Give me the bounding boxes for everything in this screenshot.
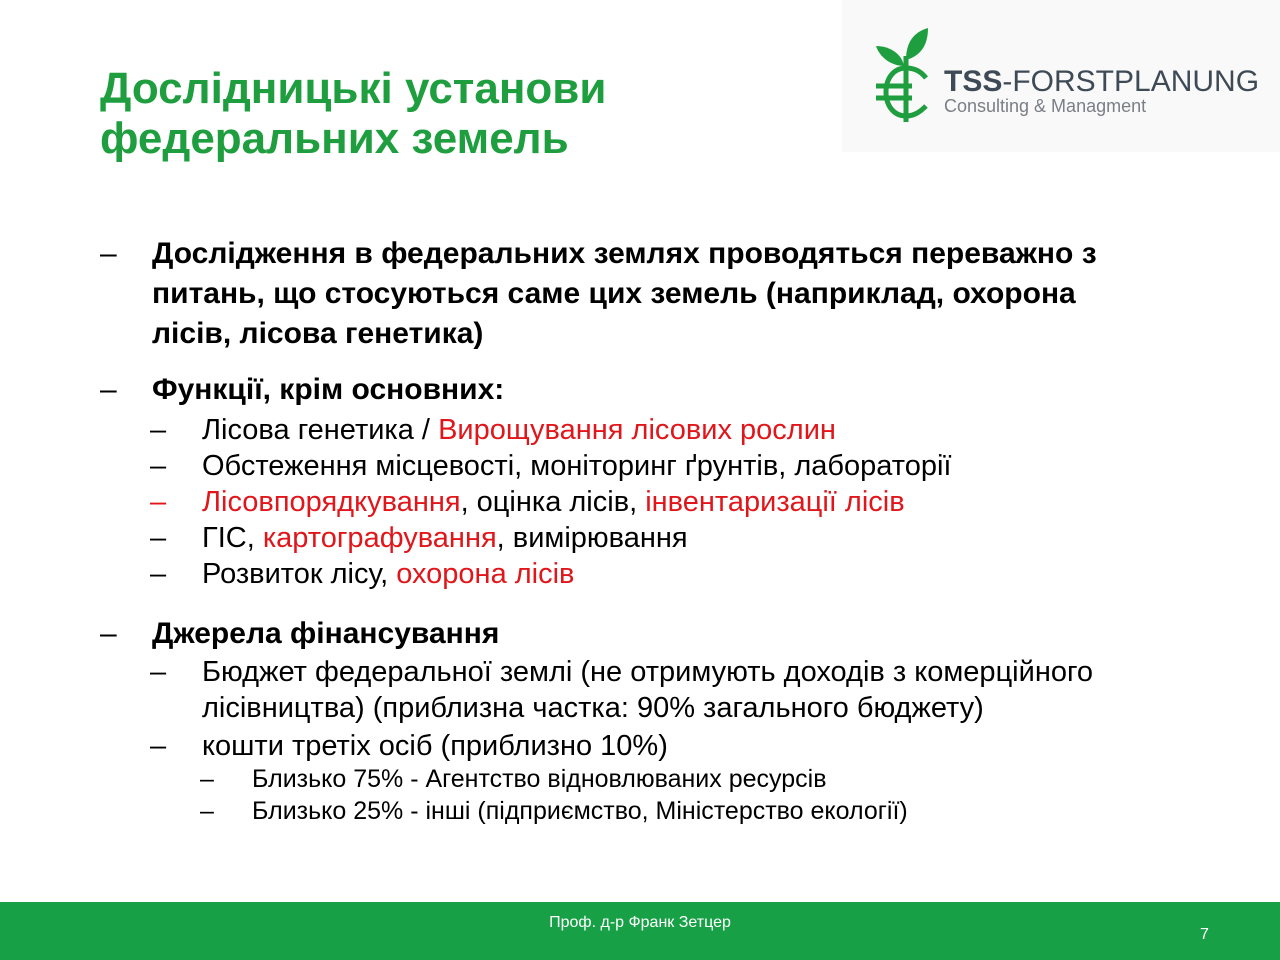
funding-sub-text: Близько 25% - інші (підприємство, Міністерство екології)	[252, 797, 908, 825]
function-item	[150, 412, 836, 448]
bullet-research-line-3: лісів, лісова генетика)	[152, 317, 484, 350]
function-text: ГІС,	[202, 522, 263, 554]
function-highlight: Лісовпорядкування	[202, 486, 461, 518]
slide-title-line-2: федеральних земель	[100, 114, 569, 163]
function-text: Лісова генетика /	[202, 414, 439, 446]
logo-brand-bold: TSS	[944, 65, 1003, 98]
funding-sub-item	[200, 764, 827, 794]
bullet-text: Дослідження в федеральних землях проводяться переважно з	[152, 237, 1097, 270]
dash-marker: –	[150, 730, 167, 762]
dash-marker: –	[150, 558, 167, 590]
function-item	[150, 520, 688, 556]
bullet-funding-heading	[100, 616, 500, 652]
logo-brand-rest: -FORSTPLANUNG	[1002, 65, 1260, 98]
function-item	[150, 484, 905, 520]
function-item	[150, 556, 575, 592]
dash-marker: –	[150, 656, 167, 688]
funding-text: кошти третіх осіб (приблизно 10%)	[202, 730, 668, 762]
funding-budget-line-1	[150, 654, 1094, 690]
function-highlight: інвентаризації лісів	[645, 486, 905, 518]
slide-title-line-1: Дослідницькі установи	[100, 64, 607, 113]
dash-marker: –	[150, 486, 167, 518]
slide-title	[100, 64, 606, 164]
company-logo	[842, 0, 1280, 152]
bullet-research-line-2: питань, що стосуються саме цих земель (наприклад, охорона	[152, 277, 1076, 310]
dash-marker: –	[200, 797, 214, 825]
dash-marker: –	[100, 237, 117, 270]
function-text: , вимірювання	[496, 522, 688, 554]
funding-sub-item	[200, 796, 908, 826]
dash-marker: –	[150, 414, 167, 446]
dash-marker: –	[100, 373, 117, 406]
logo-brand	[944, 66, 1259, 98]
function-text: , оцінка лісів,	[460, 486, 646, 518]
function-highlight: охорона лісів	[396, 558, 575, 590]
dash-marker: –	[100, 617, 117, 650]
function-highlight: Вирощування лісових рослин	[438, 414, 836, 446]
logo-text	[944, 66, 1259, 116]
function-text: Обстеження місцевості, моніторинг ґрунтів, лабораторії	[202, 450, 952, 482]
funding-budget-line-2: лісівництва) (приблизна частка: 90% загального бюджету)	[202, 692, 984, 724]
bullet-research-line-1	[100, 236, 1097, 272]
footer-bar	[0, 902, 1280, 960]
bullet-functions-heading	[100, 372, 505, 408]
dash-marker: –	[150, 450, 167, 482]
bullet-text: Функції, крім основних:	[152, 373, 505, 406]
funding-third-party	[150, 728, 668, 764]
dash-marker: –	[150, 522, 167, 554]
dash-marker: –	[200, 765, 214, 793]
function-text: Розвиток лісу,	[202, 558, 397, 590]
bullet-text: Джерела фінансування	[152, 617, 500, 650]
page-number: 7	[1200, 926, 1209, 943]
function-item	[150, 448, 952, 484]
funding-text: Бюджет федеральної землі (не отримують доходів з комерційного	[202, 656, 1094, 688]
funding-sub-text: Близько 75% - Агентство відновлюваних ресурсів	[252, 765, 827, 793]
footer-author: Проф. д-р Франк Зетцер	[549, 914, 731, 931]
function-highlight: картографування	[262, 522, 497, 554]
sprout-euro-icon	[872, 26, 932, 126]
logo-tagline: Consulting & Managment	[944, 96, 1147, 116]
